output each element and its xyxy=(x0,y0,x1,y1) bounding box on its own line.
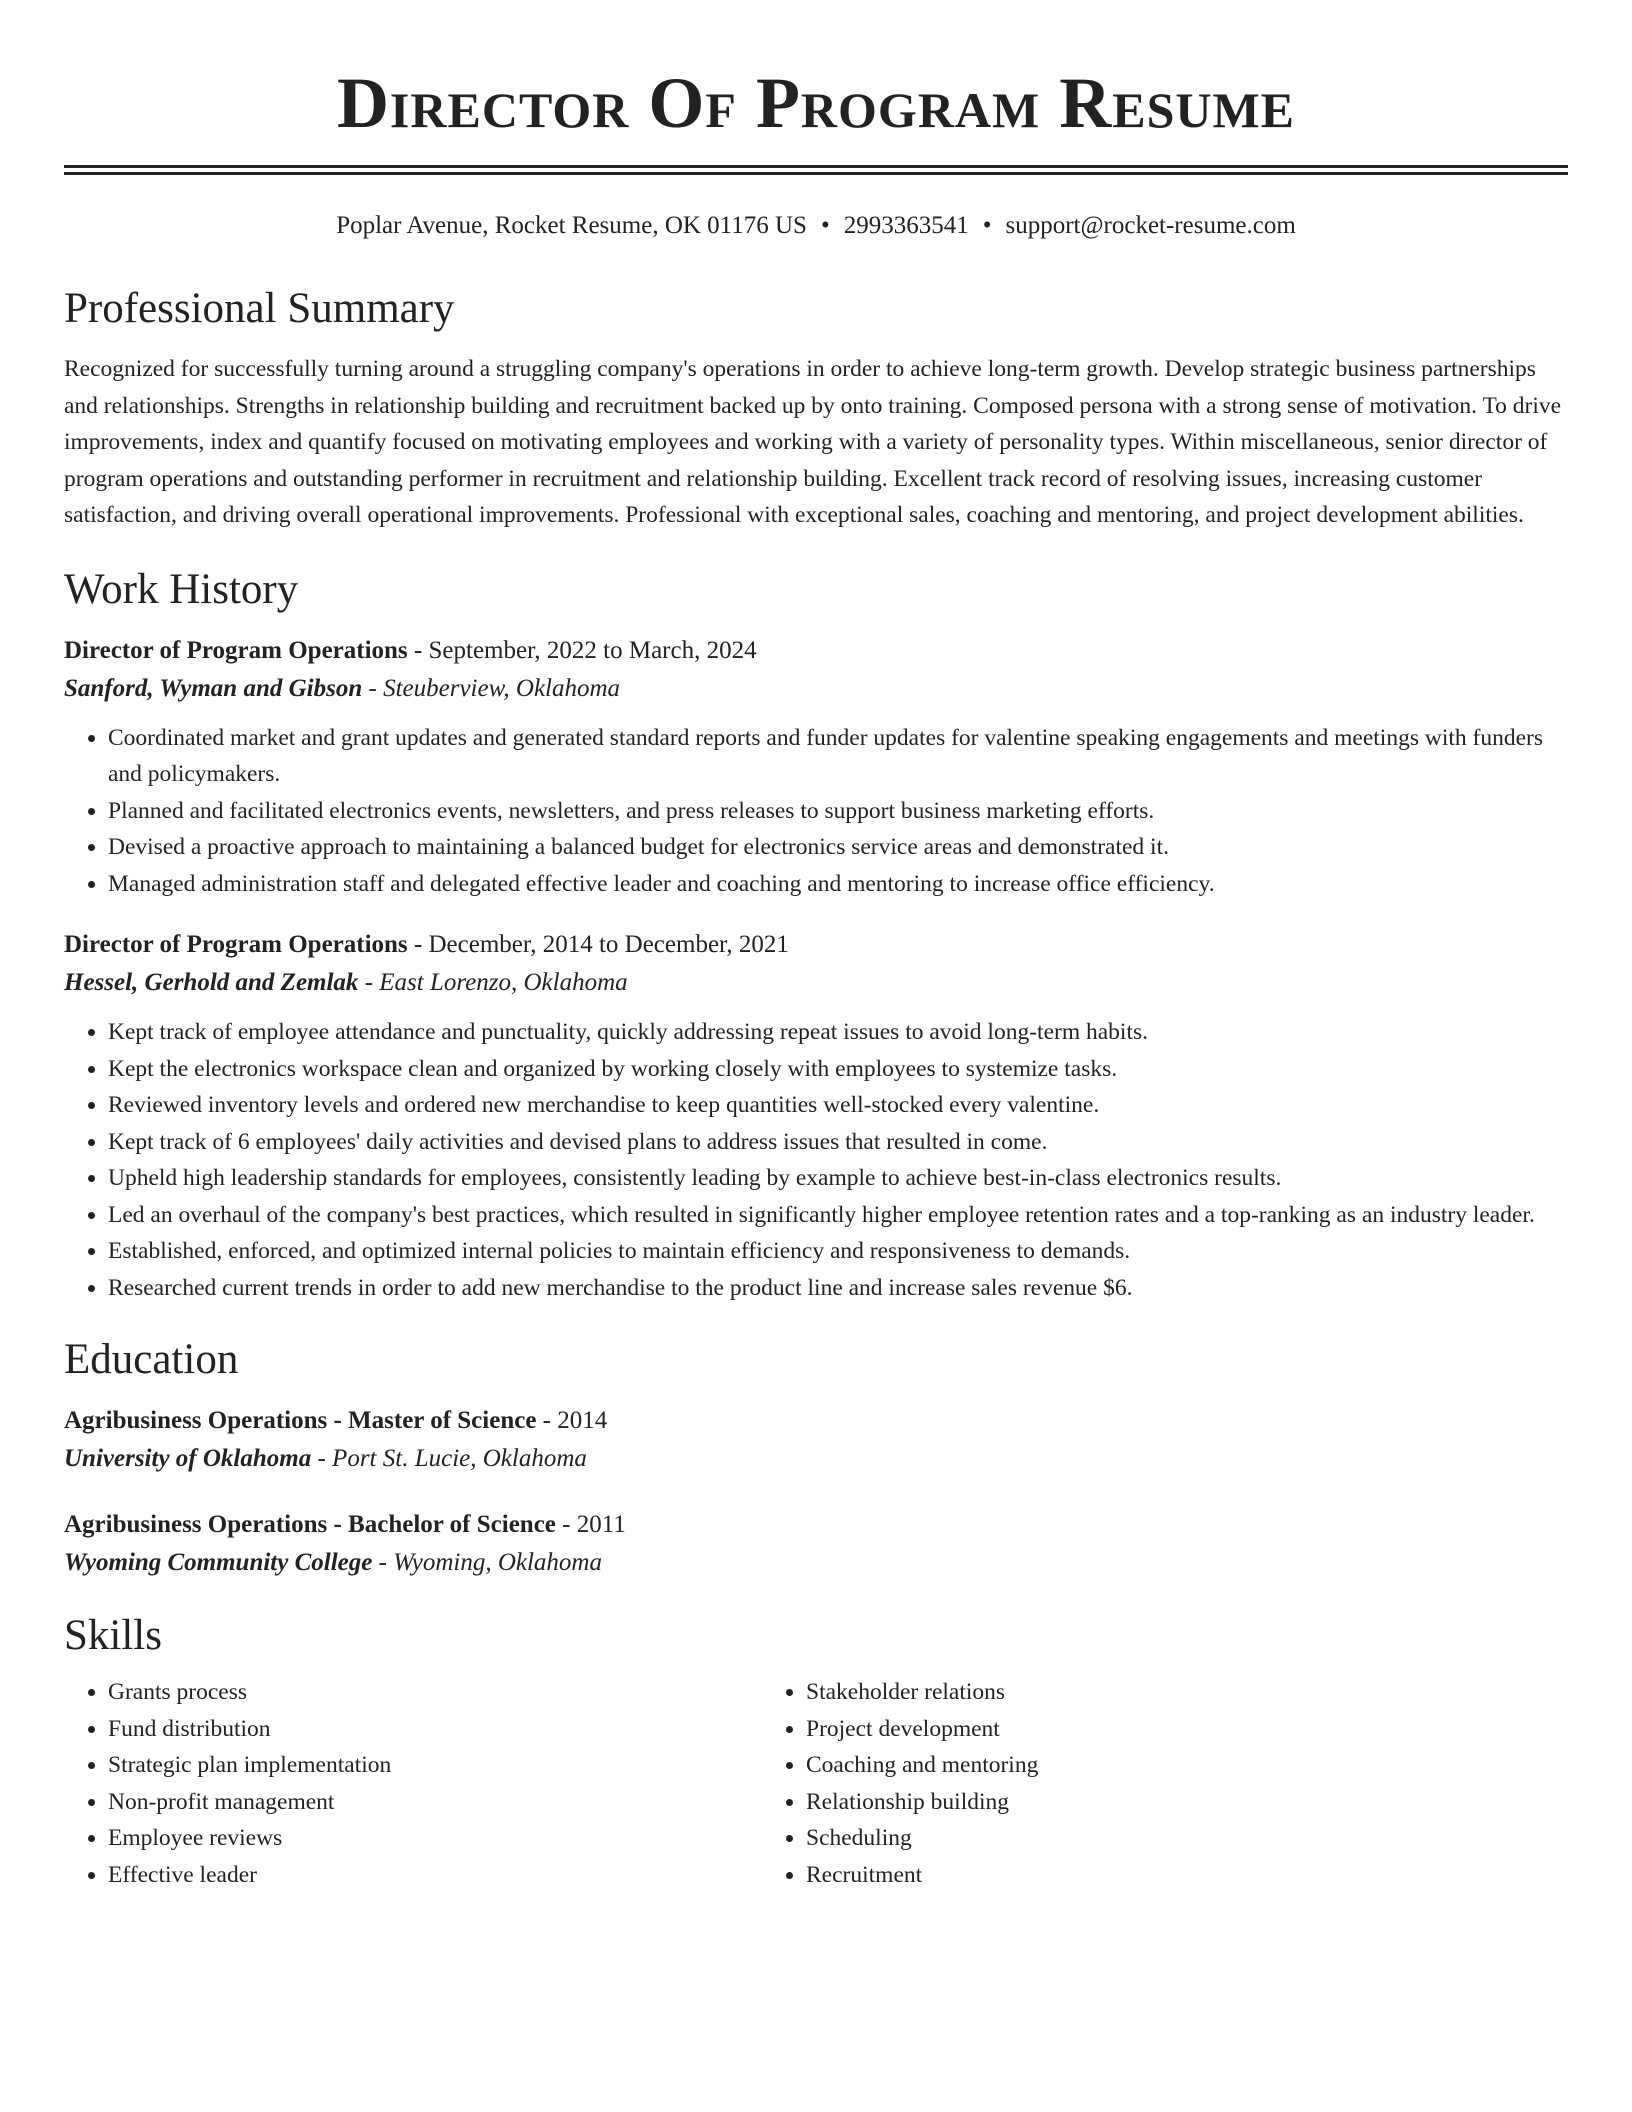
job-entry xyxy=(64,926,1568,1306)
section-heading-education: Education xyxy=(64,1336,239,1383)
summary-text: Recognized for successfully turning around a struggling company's operations in order to achieve long-term growth. Develop strategic business partnerships and relationships. Strengths in relationship building and recruitment backed up by onto training. Composed persona with a strong sense of motivation. To drive improvements, index and quantify focused on motivating employees and working with a variety of personality types. Within miscellaneous, senior director of program operations and outstanding performer in recruitment and relationship building. Excellent track record of resolving issues, increasing customer satisfaction, and driving overall operational improvements. Professional with exceptional sales, coaching and mentoring, and project development abilities. xyxy=(64,356,1562,528)
job-title: Director of Program Operations xyxy=(64,636,408,664)
education-degree-line xyxy=(64,1506,1568,1544)
page-title: Director Of Program Resume xyxy=(336,63,1296,143)
job-location: East Lorenzo, Oklahoma xyxy=(379,969,628,996)
education-entry xyxy=(64,1506,1568,1582)
skills-list-left xyxy=(64,1674,762,1893)
job-title-line xyxy=(64,926,1568,964)
title-double-rule xyxy=(64,165,1568,175)
skill-item: • Fund distribution xyxy=(108,1711,762,1748)
contact-email: support@rocket-resume.com xyxy=(1005,212,1296,239)
dash: - xyxy=(362,674,384,702)
dash: - xyxy=(358,969,380,996)
job-location: Steuberview, Oklahoma xyxy=(383,674,621,702)
list-item: • Reviewed inventory levels and ordered new merchandise to keep quantities well-stocked every valentine. xyxy=(108,1087,1568,1124)
education-degree-line xyxy=(64,1402,1568,1440)
list-item: • Upheld high leadership standards for employees, consistently leading by example to achieve best-in-class electronics results. xyxy=(108,1160,1568,1197)
job-dates: December, 2014 to December, 2021 xyxy=(428,931,789,958)
list-item: • Planned and facilitated electronics events, newsletters, and press releases to support business marketing efforts. xyxy=(108,793,1568,830)
contact-address: Poplar Avenue, Rocket Resume, OK 01176 US xyxy=(336,212,807,239)
professional-summary-section xyxy=(64,283,1568,534)
list-item: • Led an overhaul of the company's best practices, which resulted in significantly higher employee retention rates and a top-ranking as an industry leader. xyxy=(108,1197,1568,1234)
section-heading-summary: Professional Summary xyxy=(64,285,455,332)
job-company-line xyxy=(64,670,1568,708)
dash: - xyxy=(555,1511,577,1538)
skill-item: • Recruitment xyxy=(806,1857,1460,1894)
skill-item: • Relationship building xyxy=(806,1784,1460,1821)
skill-item: • Coaching and mentoring xyxy=(806,1747,1460,1784)
job-entry xyxy=(64,632,1568,903)
skill-item: • Effective leader xyxy=(108,1857,762,1894)
education-section xyxy=(64,1334,1568,1582)
dash: - xyxy=(372,1549,394,1576)
job-company: Sanford, Wyman and Gibson xyxy=(64,674,363,702)
education-degree: Agribusiness Operations - Master of Science xyxy=(64,1407,537,1434)
education-school-line xyxy=(64,1544,1568,1582)
job-title-line xyxy=(64,632,1568,670)
list-item: • Kept track of 6 employees' daily activities and devised plans to address issues that resulted in come. xyxy=(108,1124,1568,1161)
skill-item: • Strategic plan implementation xyxy=(108,1747,762,1784)
work-history-section xyxy=(64,564,1568,1307)
dash: - xyxy=(407,931,429,958)
list-item: • Kept the electronics workspace clean and organized by working closely with employees to systemize tasks. xyxy=(108,1051,1568,1088)
contact-line xyxy=(64,209,1568,243)
job-bullets xyxy=(64,1014,1568,1306)
list-item: • Kept track of employee attendance and punctuality, quickly addressing repeat issues to avoid long-term habits. xyxy=(108,1014,1568,1051)
contact-separator: • xyxy=(820,212,830,239)
education-year: 2011 xyxy=(576,1511,626,1538)
skill-item: • Grants process xyxy=(108,1674,762,1711)
contact-separator: • xyxy=(982,212,992,239)
education-entry xyxy=(64,1402,1568,1478)
skill-item: • Employee reviews xyxy=(108,1820,762,1857)
skill-item: • Scheduling xyxy=(806,1820,1460,1857)
skills-list-right xyxy=(762,1674,1460,1893)
job-bullets xyxy=(64,720,1568,903)
skills-section xyxy=(64,1610,1568,1893)
list-item: • Devised a proactive approach to maintaining a balanced budget for electronics service areas and demonstrated it. xyxy=(108,829,1568,866)
skills-columns xyxy=(64,1674,1568,1893)
list-item: • Managed administration staff and delegated effective leader and coaching and mentoring to increase office efficiency. xyxy=(108,866,1568,903)
dash: - xyxy=(536,1407,558,1434)
education-school-line xyxy=(64,1440,1568,1478)
education-year: 2014 xyxy=(557,1407,608,1434)
job-company-line xyxy=(64,964,1568,1002)
skill-item: • Project development xyxy=(806,1711,1460,1748)
section-heading-skills: Skills xyxy=(64,1612,162,1659)
job-company: Hessel, Gerhold and Zemlak xyxy=(64,969,359,996)
education-school: University of Oklahoma xyxy=(64,1445,312,1472)
education-school: Wyoming Community College xyxy=(64,1549,373,1576)
contact-phone: 2993363541 xyxy=(843,212,969,239)
section-heading-work: Work History xyxy=(64,565,299,613)
skill-item: • Stakeholder relations xyxy=(806,1674,1460,1711)
list-item: • Researched current trends in order to add new merchandise to the product line and increase sales revenue $6. xyxy=(108,1270,1568,1307)
dash: - xyxy=(407,636,429,664)
list-item: • Established, enforced, and optimized internal policies to maintain efficiency and responsiveness to demands. xyxy=(108,1233,1568,1270)
job-title: Director of Program Operations xyxy=(64,931,408,958)
list-item: • Coordinated market and grant updates and generated standard reports and funder updates for valentine speaking engagements and meetings with funders and policymakers. xyxy=(108,720,1568,793)
education-location: Port St. Lucie, Oklahoma xyxy=(332,1445,587,1472)
job-dates: September, 2022 to March, 2024 xyxy=(428,636,757,664)
education-location: Wyoming, Oklahoma xyxy=(393,1549,602,1576)
dash: - xyxy=(311,1445,333,1472)
skill-item: • Non-profit management xyxy=(108,1784,762,1821)
education-degree: Agribusiness Operations - Bachelor of Science xyxy=(64,1511,556,1538)
